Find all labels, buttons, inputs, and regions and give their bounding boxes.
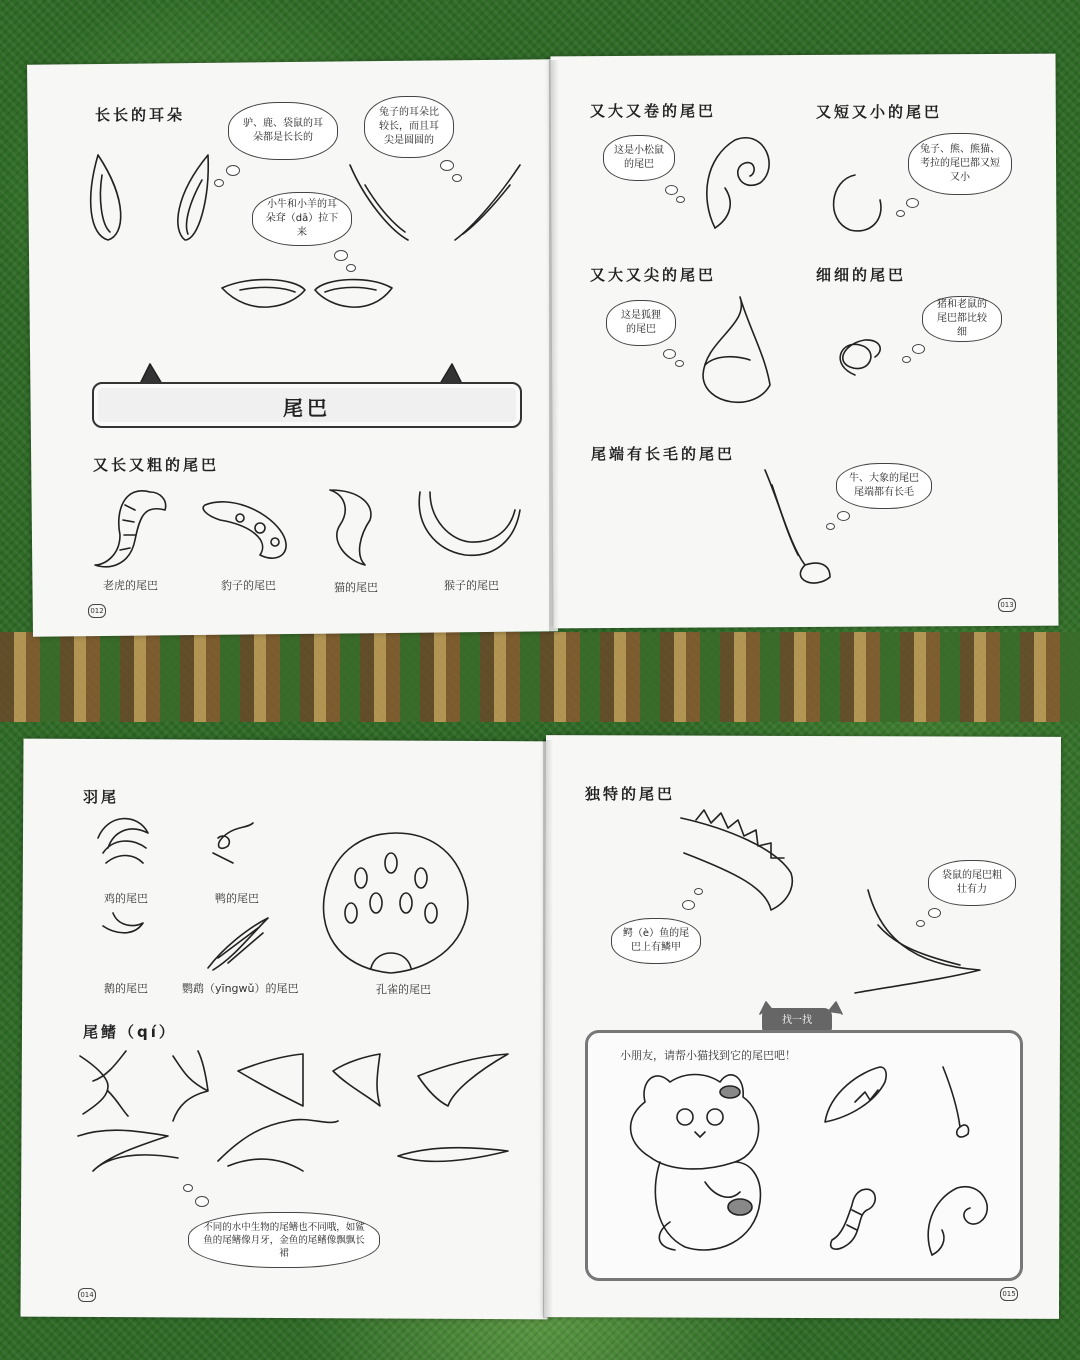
bubble-dot: [183, 1184, 193, 1192]
thought-bubble-kangaroo: 袋鼠的尾巴粗壮有力: [928, 860, 1016, 906]
thought-bubble-ears3: 小牛和小羊的耳朵耷（dā）拉下来: [252, 192, 352, 246]
thought-bubble-crocodile: 鳄（è）鱼的尾巴上有鳞甲: [611, 918, 701, 964]
long-thick-tails-illustration: [90, 480, 530, 580]
tail-label-parrot: 鹦鹉（yīngwǔ）的尾巴: [182, 982, 299, 995]
bubble-dot: [663, 349, 676, 359]
bubble-dot: [902, 356, 911, 363]
tail-label-chicken: 鸡的尾巴: [104, 892, 148, 905]
heading-long-ears: 长长的耳朵: [95, 106, 186, 124]
bubble-dot: [195, 1196, 209, 1207]
heading-tufted-tails: 尾端有长毛的尾巴: [591, 445, 736, 463]
bubble-dot: [682, 900, 695, 910]
bubble-dot: [665, 185, 678, 195]
heading-big-curly-tails: 又大又卷的尾巴: [590, 102, 717, 120]
tail-option-fox[interactable]: [820, 1062, 890, 1132]
fox-tail-illustration: [695, 295, 775, 415]
bubble-dot: [675, 360, 684, 367]
thought-bubble-short: 兔子、熊、熊猫、考拉的尾巴都又短又小: [908, 133, 1012, 195]
tail-fins-illustration: [78, 1046, 518, 1196]
spread2-gutter: [543, 740, 553, 1318]
tail-label-peacock: 孔雀的尾巴: [376, 983, 431, 996]
page-number: 015: [1000, 1287, 1018, 1301]
thought-bubble-tuft: 牛、大象的尾巴尾端都有长毛: [836, 463, 932, 509]
heading-big-pointy-tails: 又大又尖的尾巴: [590, 266, 717, 284]
tufted-tail-illustration: [760, 465, 840, 595]
thought-bubble-ears1: 驴、鹿、袋鼠的耳朵都是长长的: [228, 102, 338, 160]
page-number: 012: [88, 604, 106, 618]
heading-tail-fins: 尾鳍（qí）: [83, 1023, 177, 1041]
heading-feather-tails: 羽尾: [83, 788, 120, 806]
bubble-dot: [694, 888, 703, 895]
section-banner-tails: [92, 382, 522, 428]
bubble-dot: [912, 344, 925, 354]
heading-short-small-tails: 又短又小的尾巴: [816, 103, 943, 121]
kangaroo-tail-illustration: [850, 885, 990, 995]
tail-label-cat: 猫的尾巴: [334, 581, 378, 594]
banner-title: 尾巴: [283, 396, 331, 420]
bubble-dot: [676, 196, 685, 203]
tail-option-curly[interactable]: [922, 1180, 1002, 1260]
tail-label-goose: 鹅的尾巴: [104, 982, 148, 995]
page-number: 014: [78, 1288, 96, 1302]
find-instruction: 小朋友，请帮小猫找到它的尾巴吧！: [620, 1049, 796, 1062]
cat-ears-icon: [758, 1000, 848, 1020]
thought-bubble-squirrel: 这是小松鼠的尾巴: [603, 135, 675, 181]
short-tail-illustration: [825, 170, 895, 240]
bubble-dot: [906, 198, 919, 208]
peacock-tail-illustration: [316, 828, 476, 978]
thought-bubble-thin: 猪和老鼠的尾巴都比较细: [922, 296, 1002, 342]
ears-illustration: [80, 140, 560, 340]
thin-tail-illustration: [830, 335, 890, 385]
tail-label-monkey: 猴子的尾巴: [444, 579, 499, 592]
tail-option-tufted[interactable]: [938, 1062, 978, 1142]
heading-unique-tails: 独特的尾巴: [585, 785, 676, 803]
page-number: 013: [998, 598, 1016, 612]
find-it-tab: 找一找: [762, 1008, 832, 1032]
tail-label-tiger: 老虎的尾巴: [103, 579, 158, 592]
tail-option-tabby[interactable]: [822, 1180, 882, 1260]
rug-pattern-stripe: [0, 632, 1080, 722]
tail-label-duck: 鸭的尾巴: [215, 892, 259, 905]
crocodile-tail-illustration: [676, 808, 816, 918]
thought-bubble-fox: 这是狐狸的尾巴: [606, 300, 676, 346]
heading-long-thick-tails: 又长又粗的尾巴: [93, 456, 220, 474]
squirrel-tail-illustration: [695, 128, 785, 238]
bubble-dot: [896, 210, 905, 217]
thought-bubble-ears2: 兔子的耳朵比较长，而且耳尖是圆圆的: [364, 96, 454, 158]
cat-illustration: [615, 1062, 785, 1262]
thought-bubble-fins: 不同的水中生物的尾鳍也不同哦，如鲨鱼的尾鳍像月牙，金鱼的尾鳍像飘飘长裙: [188, 1212, 380, 1268]
tail-label-leopard: 豹子的尾巴: [221, 579, 276, 592]
heading-thin-tails: 细细的尾巴: [816, 266, 907, 284]
